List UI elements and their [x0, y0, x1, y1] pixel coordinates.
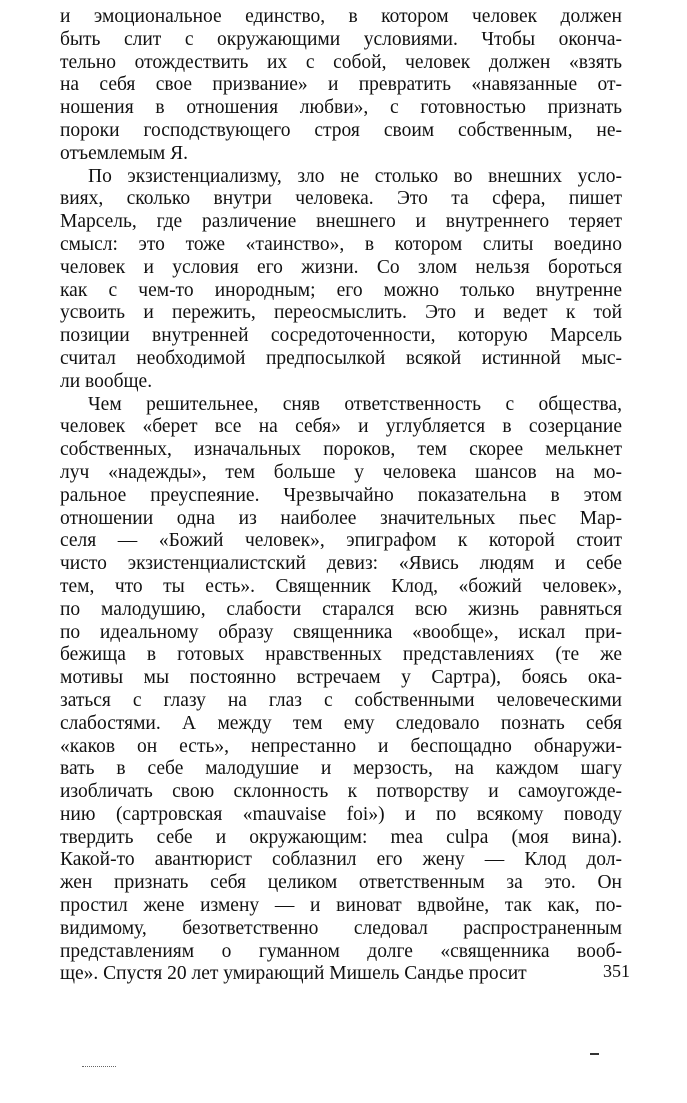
- text-line: смысл: это тоже «таинство», в котором слиты воедино: [60, 233, 622, 255]
- text-line: простил жене измену — и виноват вдвойне, так как, по-: [60, 895, 622, 917]
- text-line: чисто экзистенциалистский девиз: «Явись людям и себе: [60, 553, 622, 575]
- text-line: По экзистенциализму, зло не столько во внешних усло-: [88, 165, 622, 187]
- text-line: нию (сартровская «mauvaise foi») и по всякому поводу: [60, 803, 622, 825]
- paragraph: [60, 6, 622, 166]
- text-line: человек «берет все на себя» и углубляется в созерцание: [60, 416, 622, 438]
- page-number: 351: [603, 961, 630, 981]
- text-line: ли вообще.: [60, 370, 153, 392]
- text-line: ще». Спустя 20 лет умирающий Мишель Сандье просит: [60, 963, 527, 985]
- text-line: как с чем-то инородным; его можно только внутренне: [60, 279, 622, 301]
- page-body-text: [60, 6, 622, 986]
- paragraph: [60, 166, 622, 394]
- text-line: селя — «Божий человек», эпиграфом к которой стоит: [60, 530, 622, 552]
- text-line: отношении одна из наиболее значительных пьес Мар-: [60, 507, 622, 529]
- text-line: луч «надежды», тем больше у человека шансов на мо-: [60, 461, 622, 483]
- text-line: жен признать себя целиком ответственным за это. Он: [60, 872, 622, 894]
- text-line: Марсель, где различение внешнего и внутреннего теряет: [60, 211, 622, 233]
- text-line: тельно отождествить их с собой, человек должен «взять: [60, 51, 622, 73]
- text-line: по идеальному образу священника «вообще», искал при-: [60, 621, 622, 643]
- text-line: «каков он есть», непрестанно и беспощадно обнаружи-: [60, 735, 622, 757]
- text-line: усвоить и пережить, переосмыслить. Это и ведет к той: [60, 302, 622, 324]
- text-line: видимому, безответственно следовал распространенным: [60, 917, 622, 939]
- text-line: вать в себе малодушие и мерзость, на каждом шагу: [60, 758, 622, 780]
- paragraph: [60, 394, 622, 987]
- text-line: считал необходимой предпосылкой всякой истинной мыс-: [60, 347, 622, 369]
- print-speck-dotted: [82, 1066, 116, 1067]
- text-line: пороки господствующего строя своим собственным, не-: [60, 119, 622, 141]
- text-line: заться с глазу на глаз с собственными человеческими: [60, 689, 622, 711]
- text-line: мотивы мы постоянно встречаем у Сартра), боясь ока-: [60, 667, 622, 689]
- text-line: бежища в готовых нравственных представлениях (те же: [60, 644, 622, 666]
- text-line: изобличать свою склонность к потворству и самоугожде-: [60, 781, 622, 803]
- text-line: Какой-то авантюрист соблазнил его жену — Клод дол-: [60, 849, 622, 871]
- text-line: позиции внутренней сосредоточенности, которую Марсель: [60, 325, 622, 347]
- text-line: и эмоциональное единство, в котором человек должен: [60, 6, 622, 27]
- text-line: представлениям о гуманном долге «священника вооб-: [60, 940, 622, 962]
- text-line: слабостями. А между тем ему следовало познать себя: [60, 712, 622, 734]
- text-line: Чем решительнее, сняв ответственность с общества,: [88, 393, 622, 415]
- text-line: твердить себе и окружающим: mea culpa (моя вина).: [60, 826, 622, 848]
- text-line: по малодушию, слабости старался всю жизнь равняться: [60, 598, 622, 620]
- text-line: на себя свое призвание» и превратить «навязанные от-: [60, 74, 622, 96]
- text-line: человек и условия его жизни. Со злом нельзя бороться: [60, 256, 622, 278]
- print-speck: [590, 1053, 599, 1055]
- text-line: отъемлемым Я.: [60, 142, 189, 164]
- text-line: собственных, изначальных пороков, тем скорее мелькнет: [60, 439, 622, 461]
- text-line: тем, что ты есть». Священник Клод, «божий человек»,: [60, 575, 622, 597]
- text-line: виях, сколько внутри человека. Это та сфера, пишет: [60, 188, 622, 210]
- text-line: быть слит с окружающими условиями. Чтобы оконча-: [60, 28, 622, 50]
- text-line: ральное преуспеяние. Чрезвычайно показательна в этом: [60, 484, 622, 506]
- text-line: ношения в отношения любви», с готовностью признать: [60, 97, 622, 119]
